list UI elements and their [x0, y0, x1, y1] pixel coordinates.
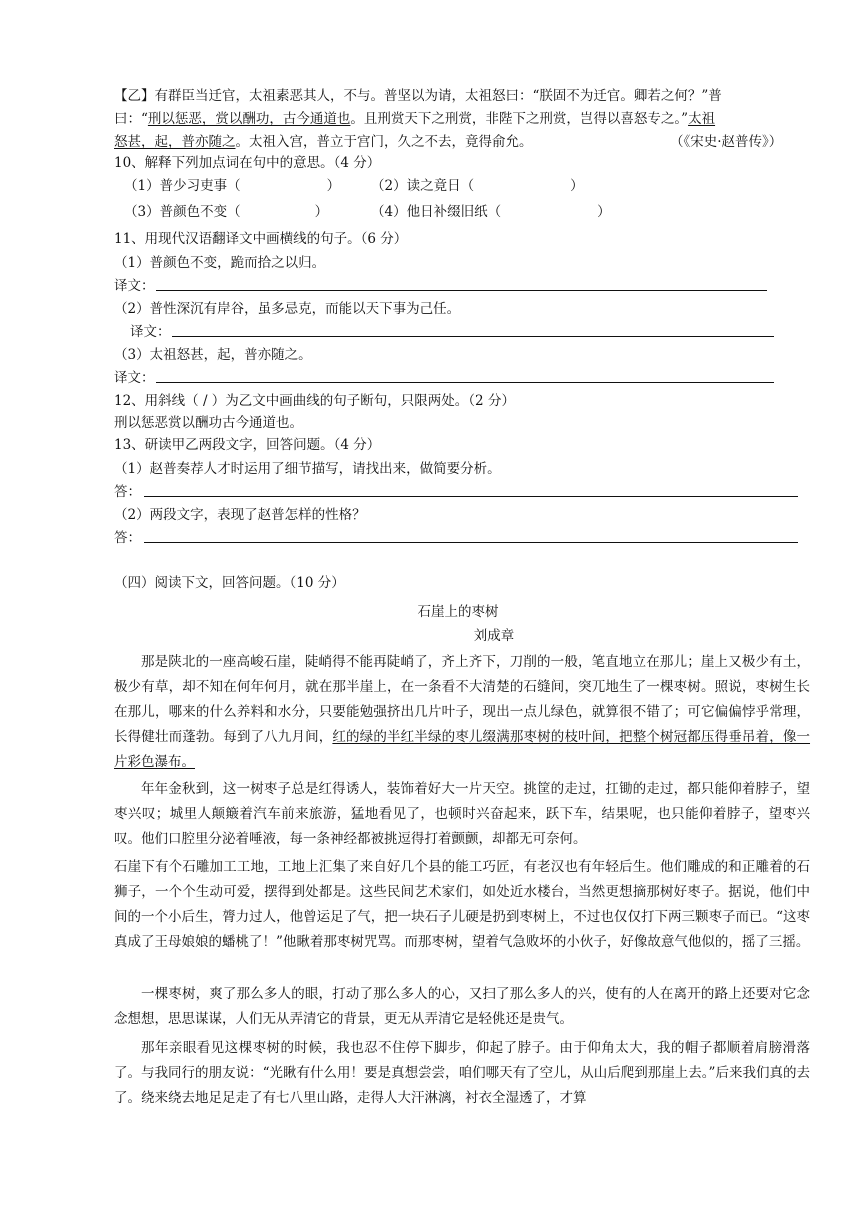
wavy-underlined-sentence: 刑以惩恶，赏以酬功，古今通道也: [147, 111, 351, 127]
article-paragraph-2: 年年金秋到，这一树枣子总是红得诱人，装饰着好大一片天空。挑筐的走过，扛锄的走过，都只能仰着脖子，望枣兴叹；城里人颠簸着汽车前来旅游，猛地看见了，也顿时兴奋起来，跃下车，结果呢，也只能仰着脖子，望枣兴叹。他们口腔里分泌着唾液，每一条神经都被挑逗得打着颤颤，却都无可奈何。: [114, 781, 810, 847]
article-author: 刘成章: [473, 628, 515, 644]
passage-yi-text: 。且刑赏天下之刑赏，非陛下之刑赏，岂得以喜怒专之。”: [350, 111, 689, 127]
question-12-title: 12、用斜线（ / ）为乙文中画曲线的句子断句，只限两处。（2 分）: [114, 393, 515, 409]
q13-sub-2: （2）两段文字，表现了赵普怎样的性格？: [114, 507, 366, 523]
passage-yi-line-1: [114, 86, 722, 106]
q11-sentence-2: （2）普性深沉有岸谷，虽多忌克，而能以天下事为己任。: [114, 301, 461, 317]
q10-item-text: （2）读之竟日（: [371, 178, 475, 194]
q10-item-text: （3）普颜色不变（: [124, 204, 241, 220]
q11-sentence-3: （3）太祖怒甚，起，普亦随之。: [114, 347, 312, 363]
question-11-title: 11、用现代汉语翻译文中画横线的句子。（6 分）: [114, 231, 408, 247]
passage-yi-text: 曰：“: [114, 111, 148, 127]
article-paragraph-4: 一棵枣树，爽了那么多人的眼，打动了那么多人的心，又扫了那么多人的兴，使有的人在离开的路上还要对它念念想想，思思谋谋，人们无从弄清它的背景，更无从弄清它是轻佻还是贵气。: [114, 986, 810, 1027]
translation-label: 译文：: [114, 278, 155, 294]
passage-source: （《宋史·赵普传》）: [670, 134, 783, 150]
underlined-sentence: 红的绿的半红半绿的枣儿缀满那枣树的枝叶间，把整个树冠都压得垂吊着，像一片彩色瀑布。: [114, 729, 811, 770]
answer-line[interactable]: [144, 496, 798, 497]
q12-sentence: 刑以惩恶赏以酬功古今通道也。: [114, 415, 303, 431]
paragraph-text: 那是陕北的一座高峻石崖，陡峭得不能再陡峭了，齐上齐下，刀削的一般，笔直地立在那儿；崖上又极少有土，极少有草，却不知在何年何月，就在那半崖上，在一条看不大清楚的石缝间，突兀地生了一棵枣树。照说，枣树生长在那儿，哪来的什么养料和水分，只要能勉强挤出几片叶子，现出一点儿绿色，就算很不错了；可它偏偏悖乎常理，长得健壮而蓬勃。每到了八九月间，: [114, 654, 810, 745]
q11-sentence-1: （1）普颜色不变，跪而拾之以归。: [114, 255, 326, 271]
answer-label: 答：: [114, 484, 141, 500]
q13-sub-1: （1）赵普奏荐人才时运用了细节描写，请找出来，做简要分析。: [114, 461, 501, 477]
passage-yi-line-2: [114, 109, 715, 129]
underlined-sentence: 太祖: [688, 111, 716, 127]
passage-yi-line-3: [114, 132, 533, 152]
article-paragraph-1: [114, 650, 810, 775]
passage-yi-text: 【乙】有群臣当迁官，太祖素恶其人，不与。普坚以为请，太祖怒曰：“朕固不为迁官。卿若之何？”普: [114, 88, 722, 104]
question-10-title: 10、解释下列加点词在句中的意思。（4 分）: [114, 155, 381, 171]
q10-item-text: ）: [314, 204, 329, 220]
question-13-title: 13、研读甲乙两段文字，回答问题。（4 分）: [114, 437, 381, 453]
translation-label: 译文：: [114, 370, 155, 386]
answer-line[interactable]: [172, 336, 774, 337]
answer-line[interactable]: [156, 382, 774, 383]
q10-item-text: （1）普少习吏事（: [124, 178, 241, 194]
answer-line[interactable]: [144, 542, 798, 543]
passage-yi-text: 。太祖入宫，普立于宫门，久之不去，竟得俞允。: [235, 134, 533, 150]
underlined-sentence: 怒甚，起，普亦随之: [114, 134, 236, 150]
q10-item-3: [124, 202, 328, 222]
q10-item-1: [124, 176, 340, 196]
answer-line[interactable]: [156, 290, 767, 291]
article-title: 石崖上的枣树: [417, 604, 499, 620]
article-paragraph-3: 石崖下有个石雕加工工地，工地上汇集了来自好几个县的能工巧匠，有老汉也有年轻后生。他们雕成的和正雕着的石狮子，一个个生动可爱，摆得到处都是。这些民间艺术家们，如处近水楼台，当然更想摘那树好枣子。据说，他们中间的一个小后生，膂力过人，他曾运足了气，把一块石子儿硬是扔到枣树上，不过也仅仅打下两三颗枣子而已。“这枣真成了王母娘娘的蟠桃了！”他瞅着那枣树咒骂。而那枣树，望着气急败坏的小伙子，好像故意气他似的，摇了三摇。: [114, 859, 810, 950]
q10-item-text: ）: [570, 178, 584, 194]
q10-item-text: ）: [597, 204, 611, 220]
q10-item-text: ）: [326, 178, 341, 194]
section-4-title: （四）阅读下文，回答问题。（10 分）: [114, 575, 345, 591]
q10-item-2: [371, 176, 584, 196]
q10-item-text: （4）他日补缀旧纸（: [371, 204, 502, 220]
q10-item-4: [371, 202, 611, 222]
article-paragraph-5: 那年亲眼看见这棵枣树的时候，我也忍不住停下脚步，仰起了脖子。由于仰角太大，我的帽子都顺着肩膀滑落了。与我同行的朋友说：“光瞅有什么用！要是真想尝尝，咱们哪天有了空儿，从山后爬到那崖上去。”后来我们真的去了。绕来绕去地足足走了有七八里山路，走得人大汗淋漓，衬衣全湿透了，才算: [114, 1040, 810, 1106]
answer-label: 答：: [114, 530, 141, 546]
translation-label: 译文：: [130, 324, 171, 340]
